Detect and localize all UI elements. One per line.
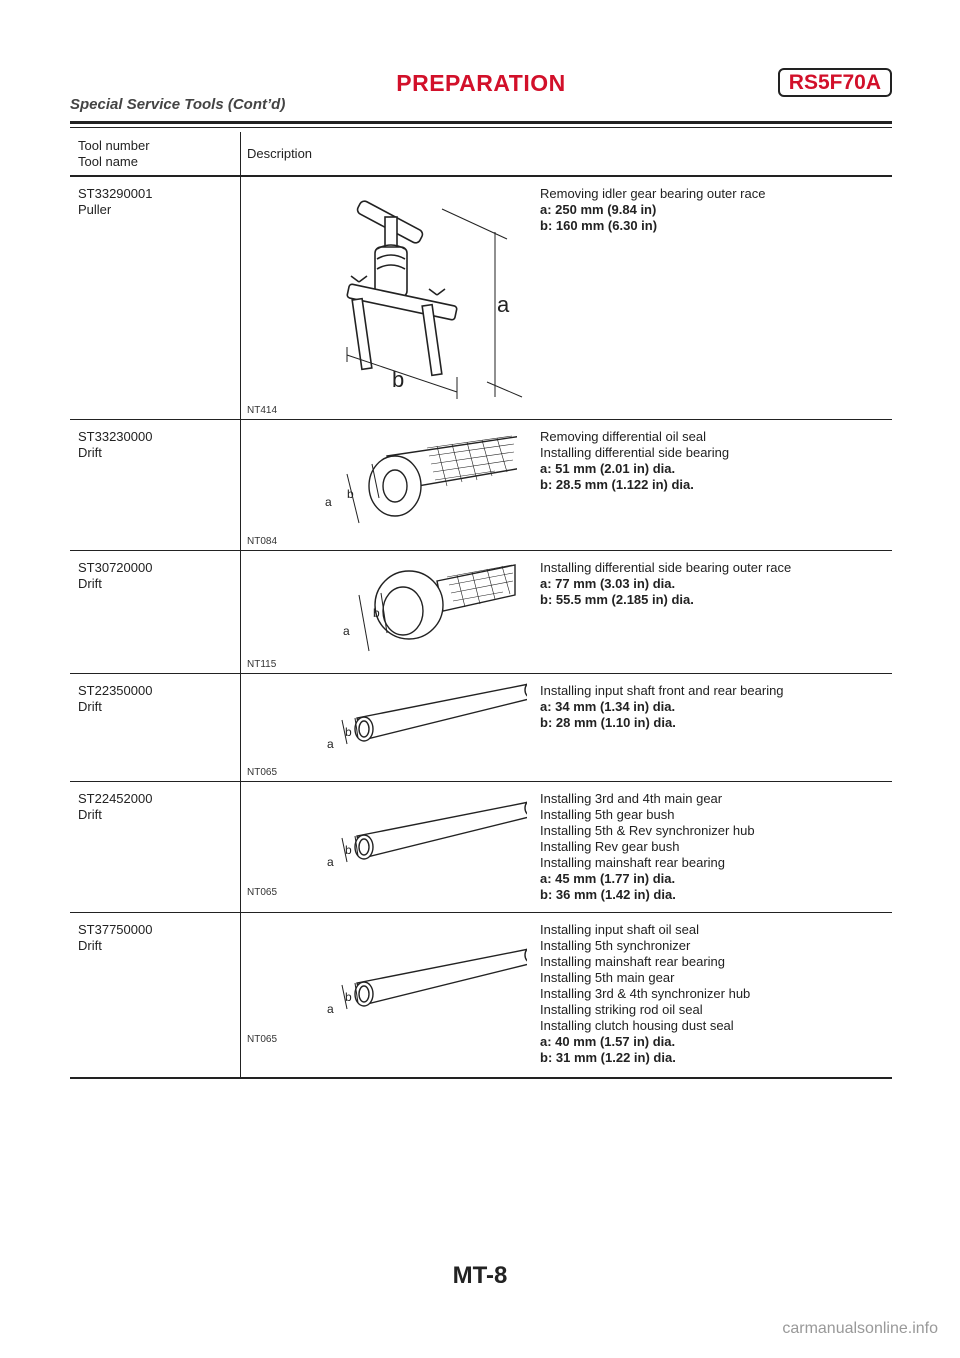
figure-code: NT065 [247,1034,278,1045]
table-row [70,913,892,1079]
dimension-line: a: 45 mm (1.77 in) dia. [540,871,676,886]
page-subtitle: Special Service Tools (Cont’d) [70,96,286,113]
description-line: Installing mainshaft rear bearing [540,855,725,870]
dimension-line: b: 36 mm (1.42 in) dia. [540,887,676,902]
dimension-line: a: 77 mm (3.03 in) dia. [540,576,676,591]
column-divider [240,674,241,781]
description-line: Installing 5th & Rev synchronizer hub [540,823,755,838]
tool-name: Drift [78,807,102,822]
tool-name: Drift [78,938,102,953]
figure-cell [247,782,537,912]
tool-name: Drift [78,445,102,460]
tool-id-cell [78,683,238,715]
description-line: Installing 3rd & 4th synchronizer hub [540,986,751,1001]
description-line: Installing striking rod oil seal [540,1002,703,1017]
dimension-label-a: a [325,495,332,509]
figure-code: NT065 [247,887,278,898]
description-line: Installing 5th gear bush [540,807,675,822]
figure-code: NT065 [247,767,278,778]
column-divider [240,420,241,550]
description-line: Installing 5th main gear [540,970,675,985]
figure-cell [247,420,537,550]
drift-illustration [317,678,527,758]
tool-number: ST37750000 [78,922,153,937]
column-divider [240,132,241,175]
tool-number: ST33230000 [78,429,153,444]
model-badge: RS5F70A [778,68,892,97]
figure-cell [247,913,537,1077]
table-row [70,551,892,674]
description-line: Installing differential side bearing [540,445,730,460]
column-divider [240,782,241,912]
description-line: Installing input shaft oil seal [540,922,699,937]
dimension-line: a: 40 mm (1.57 in) dia. [540,1034,676,1049]
figure-cell [247,674,537,781]
description-line: Installing clutch housing dust seal [540,1018,734,1033]
description-cell [540,922,890,1066]
description-line: Installing 5th synchronizer [540,938,691,953]
header-tool-number: Tool number [78,138,150,153]
dimension-line: a: 51 mm (2.01 in) dia. [540,461,676,476]
description-line: Installing differential side bearing outer race [540,560,792,575]
tool-id-cell [78,922,238,954]
tool-number: ST30720000 [78,560,153,575]
header-tool-cell [78,138,238,170]
tool-name: Puller [78,202,112,217]
column-divider [240,913,241,1077]
description-cell [540,186,890,234]
watermark: carmanualsonline.info [782,1320,938,1337]
description-line: Installing Rev gear bush [540,839,680,854]
dimension-label-a: a [327,855,334,869]
column-divider [240,551,241,673]
page-number: MT-8 [452,1262,508,1289]
dimension-label-a: a [343,624,350,638]
drift-illustration [317,555,517,655]
figure-cell [247,551,537,673]
figure-code: NT084 [247,536,278,547]
tools-table [70,132,892,1079]
table-row [70,420,892,551]
description-line: Installing input shaft front and rear bearing [540,683,784,698]
tool-number: ST22350000 [78,683,153,698]
description-line: Installing 3rd and 4th main gear [540,791,723,806]
dimension-label-a: a [327,1002,334,1016]
description-cell [540,560,890,608]
puller-illustration [337,187,537,399]
dimension-label-a: a [497,292,510,317]
table-row [70,674,892,782]
dimension-line: b: 28.5 mm (1.122 in) dia. [540,477,694,492]
description-line: Removing idler gear bearing outer race [540,186,766,201]
tool-id-cell [78,429,238,461]
figure-cell [247,177,537,419]
dimension-line: b: 28 mm (1.10 in) dia. [540,715,676,730]
header-description: Description [247,146,313,161]
header-rule-thick [70,121,892,124]
tool-id-cell [78,791,238,823]
dimension-label-a: a [327,737,334,751]
page-title: PREPARATION [396,70,566,96]
drift-illustration [317,943,527,1023]
description-cell [540,683,890,731]
column-divider [240,177,241,419]
tool-number: ST22452000 [78,791,153,806]
drift-illustration [317,428,517,528]
description-line: Installing mainshaft rear bearing [540,954,725,969]
tool-name: Drift [78,576,102,591]
description-line: Removing differential oil seal [540,429,706,444]
dimension-label-b: b [373,606,380,620]
header-tool-name: Tool name [78,154,138,169]
dimension-label-b: b [345,725,352,739]
table-row [70,782,892,913]
figure-code: NT414 [247,405,278,416]
dimension-label-b: b [345,843,352,857]
dimension-label-b: b [347,487,354,501]
dimension-line: a: 250 mm (9.84 in) [540,202,657,217]
table-row [70,177,892,420]
dimension-line: a: 34 mm (1.34 in) dia. [540,699,676,714]
table-header-row [70,132,892,177]
figure-code: NT115 [247,659,277,670]
header-rule-thin [70,127,892,128]
dimension-line: b: 160 mm (6.30 in) [540,218,658,233]
dimension-label-b: b [392,367,405,392]
drift-illustration [317,796,527,876]
tool-id-cell [78,186,238,218]
description-cell [540,429,890,493]
tool-id-cell [78,560,238,592]
tool-name: Drift [78,699,102,714]
tool-number: ST33290001 [78,186,153,201]
dimension-label-b: b [345,990,352,1004]
dimension-line: b: 31 mm (1.22 in) dia. [540,1050,676,1065]
dimension-line: b: 55.5 mm (2.185 in) dia. [540,592,694,607]
description-cell [540,791,890,903]
